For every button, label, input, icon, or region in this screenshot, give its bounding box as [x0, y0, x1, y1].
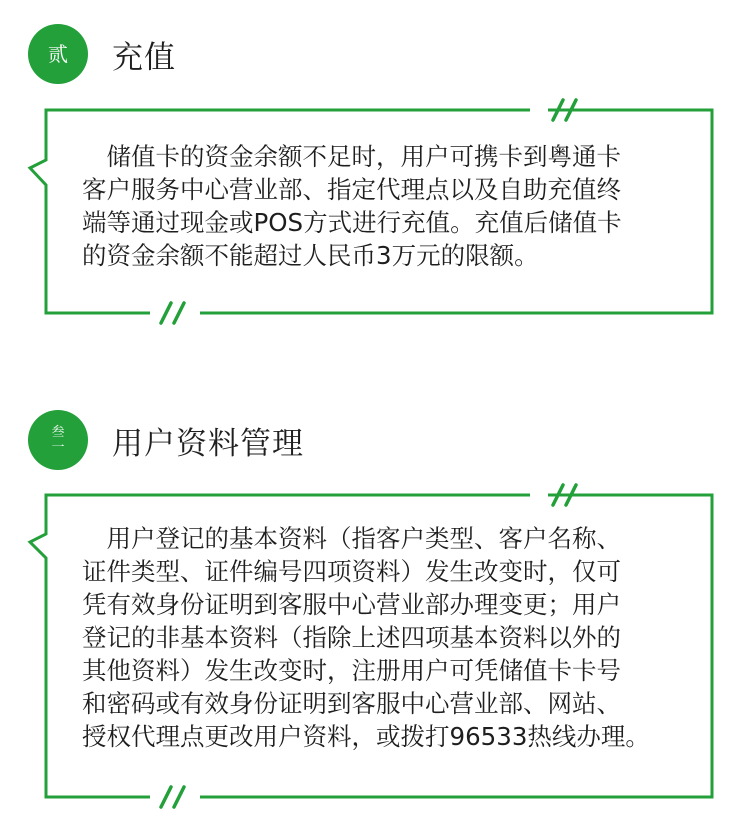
body-line: 登记的非基本资料（指除上述四项基本资料以外的 [82, 623, 621, 652]
slash-mark-bottom [161, 787, 184, 807]
body-line: 授权代理点更改用户资料，或拨打96533热线办理。 [82, 722, 650, 751]
section-title: 用户资料管理 [112, 425, 304, 462]
body-line: 凭有效身份证明到客服中心营业部办理变更；用户 [82, 590, 621, 619]
badge-numeral-top: 叁 [51, 425, 65, 440]
section-account-management [0, 390, 750, 838]
body-line: 证件类型、证件编号四项资料）发生改变时，仅可 [82, 557, 621, 586]
body-line: 的资金余额不能超过人民币3万元的限额。 [82, 241, 539, 270]
badge-numeral: 贰 [48, 42, 68, 66]
body-line: 储值卡的资金余额不足时，用户可携卡到粤通卡 [82, 142, 621, 171]
body-line: 和密码或有效身份证明到客服中心营业部、网站、 [82, 689, 621, 718]
section-body [82, 140, 622, 272]
badge-numeral-bottom: 一 [51, 440, 65, 455]
body-line: 其他资料）发生改变时，注册用户可凭储值卡卡号 [82, 656, 621, 685]
section-title: 充值 [112, 39, 176, 76]
slash-mark-bottom [161, 303, 184, 323]
section-recharge [0, 0, 750, 330]
body-line: 客户服务中心营业部、指定代理点以及自助充值终 [82, 175, 621, 204]
body-line: 端等通过现金或POS方式进行充值。充值后储值卡 [82, 208, 622, 237]
section-body [82, 522, 650, 753]
body-line: 用户登记的基本资料（指客户类型、客户名称、 [82, 524, 621, 553]
